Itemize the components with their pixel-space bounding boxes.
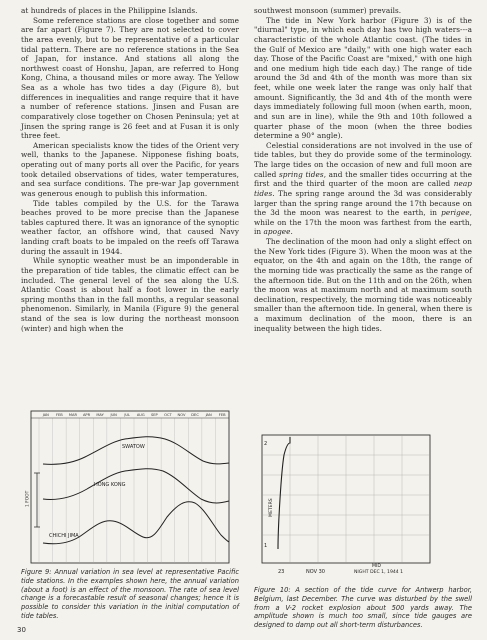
paragraph: The declination of the moon had only a slight effect on the New York tides (Figure 3). When the moon was at the equator, on the 4th and again on the 18th, the range of the morning tide was practically the same as the range of the afternoon tide. But on the 11th and on the 26th, when the moon was at maximum north and at maximum south declination, respectively, the morning tide was noticeably smaller than the afternoon tide. In general, when there is a maximum declination of the moon, there is an inequality between the high tides. — [254, 237, 472, 333]
paragraph: Tide tables compiled by the U.S. for the Tarawa beaches proved to be more precise than the Japanese tables captured there. It was an ignorance of the synoptic weather factor, an offshore wind, that caused Navy landing craft boats to be impaled on the reefs off Tarawa during the assault in 1944. — [21, 198, 239, 256]
y-tick-2: 2 — [264, 441, 268, 447]
month-label: FEB — [218, 413, 226, 418]
term-apogee: apogee — [263, 227, 291, 237]
term-spring-tides: spring tides — [278, 169, 324, 179]
paragraph: American specialists know the tides of the Orient very well, thanks to the Japanese. Nipponese fishing boats, operating out of many ports all over the Pacific, for years took detailed observations of tides, water temperatures, and sea surface conditions. The pre-war Jap government was generous enough to publish this information. — [21, 140, 239, 198]
term-perigee: perigee — [441, 208, 470, 218]
paragraph: Celestial considerations are not involved in the use of tide tables, but they do provide some of the terminology. The large tides on the occasion of new and full moon are called spring tides, and the smaller tides occurring at the first and the third quarter of the moon are called neap tides. The spring range around the 3d was considerably larger than the spring range around the 17th because on the 3d the moon was nearest to the earth, in perigee, while on the 17th the moon was farthest from the earth, in apogee. — [254, 140, 472, 237]
x-label-dec-1: NIGHT DEC 1, 1944 1 — [354, 570, 404, 575]
paragraph: at hundreds of places in the Philippine Islands. — [21, 6, 198, 15]
month-label: DEC — [191, 413, 199, 418]
left-column-text — [21, 6, 239, 333]
y-axis-label: METERS — [269, 498, 274, 517]
page-number: 30 — [17, 626, 26, 634]
month-label: JUL — [124, 413, 131, 418]
month-label: JAN — [42, 413, 49, 418]
y-tick-1: 1 — [264, 543, 268, 549]
x-label-nov-30: NOV 30 — [306, 569, 325, 575]
month-label: SEP — [150, 413, 158, 418]
figure-10-caption: Figure 10: A section of the tide curve for Antwerp harbor, Belgium, last December. The curve was disturbed by the swell from a V-2 rocket explosion about 500 yards away. The amplitude shown is much too small, since tide gauges are designed to damp out all short-term disturbances. — [254, 586, 472, 630]
term-neap-tides: neap tides — [254, 179, 472, 198]
paragraph: Some reference stations are close together and some are far apart (Figure 7). They are not selected to cover the area evenly, but to be representative of a particular tidal pattern. There are no reference stations in the Sea of Japan, for instance. And stations all along the northwest coast of Honshu, Japan, are referred to Hong Kong, China, a thousand miles or more away. The Yellow Sea as a whole has two tides a day (Figure 8), but differences in inequalities and range require that it have a number of reference stations. Jinsen and Fusan are comparatively close together on Chosen Peninsula; yet at Jinsen the spring range is 26 feet and at Fusan it is only three feet. — [21, 15, 239, 141]
paragraph: southwest monsoon (summer) prevails. — [254, 6, 402, 15]
figure-9-caption: Figure 9: Annual variation in sea level at representative Pacific tide stations. In the examples shown here, the annual variation (about a foot) is an effect of the monsoon. The rate of sea level change is a forecastable result of seasonal changes; hence it is possible to consider this variation in the initial computation of tide tables. — [21, 568, 239, 620]
x-label-midnight: MID — [372, 564, 381, 569]
month-label: JAN — [205, 413, 212, 418]
month-label: APR — [82, 413, 91, 418]
x-tick-23: 23 — [278, 569, 285, 575]
month-label: MAR — [68, 413, 77, 418]
figure-9-sea-level-chart — [21, 409, 239, 565]
month-label: JUN — [110, 413, 117, 418]
station-label-swatow: SWATOW — [122, 444, 145, 450]
paragraph: The tide in New York harbor (Figure 3) is of the "diurnal" type, in which each day has two high waters---a characteristic of the whole Atlantic coast. (The tides in the Gulf of Mexico are "daily," with one high water each day. Those of the Pacific Coast are "mixed," with one high and one medium high tide each day.) The range of tide around the 3d and 4th of the month was more than six feet, while one week later the range was only half that amount. Significantly, the 3d and 4th of the month were days immediately following full moon (when earth, moon, and sun are in line), while the 9th and 10th followed a quarter phase of the moon (when the three bodies determine a 90° angle). — [254, 15, 472, 141]
station-label-chichi-jima: CHICHI JIMA — [49, 533, 79, 539]
month-label: AUG — [136, 413, 145, 418]
scale-bar-label: 1 FOOT — [25, 490, 31, 507]
paragraph: While synoptic weather must be an imponderable in the preparation of tide tables, the climatic effect can be included. The general level of the sea along the U.S. Atlantic Coast is about half a foot lower in the early spring months than in the fall months, a regular seasonal phenomenon. Similarly, in Manila (Figure 9) the general stand of the sea is low during the northeast monsoon (winter) and high when the — [21, 256, 239, 333]
station-label-hong-kong: HONG KONG — [94, 482, 126, 488]
month-label: OCT — [164, 413, 172, 418]
right-column-text — [254, 6, 472, 333]
month-label: NOV — [177, 413, 186, 418]
figure-10-tide-curve — [254, 433, 472, 583]
month-label: FEB — [55, 413, 63, 418]
month-label: MAY — [96, 413, 104, 418]
chart-frame — [31, 411, 229, 563]
